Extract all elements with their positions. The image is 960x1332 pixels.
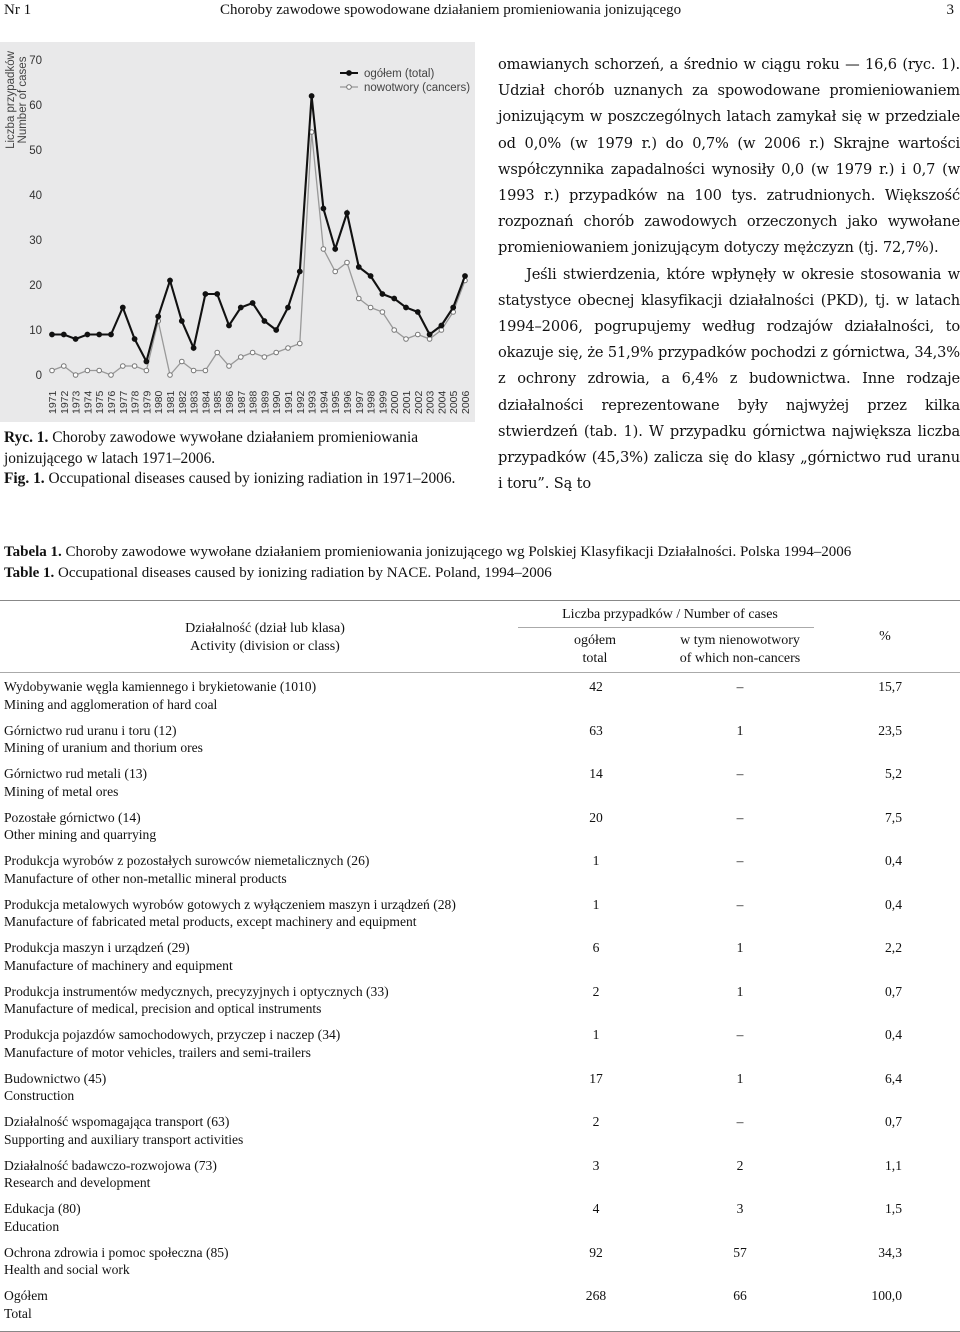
total-cell: 14 (589, 766, 603, 781)
x-tick-label: 2003 (424, 390, 437, 414)
total-cell: 1 (592, 853, 600, 868)
activity-cell (4, 722, 524, 757)
table-row (0, 1026, 960, 1066)
x-tick-label: 1997 (353, 390, 366, 414)
point-total (61, 332, 66, 337)
running-title: Choroby zawodowe spowodowane działaniem promieniowania jonizującego (220, 2, 682, 18)
activity-cell (4, 678, 524, 713)
y-tick-label: 60 (29, 100, 42, 112)
noncancer-cell: 57 (733, 1244, 747, 1260)
point-total (156, 314, 161, 319)
y-axis-label-pl: Liczba przypadków (5, 51, 17, 149)
point-total (451, 305, 456, 310)
point-total (238, 305, 243, 310)
table-row (0, 765, 960, 805)
point-cancers (62, 364, 67, 369)
legend-marker (347, 85, 352, 90)
noncancer-cell: – (736, 853, 744, 868)
point-cancers (50, 368, 55, 373)
point-total (85, 332, 90, 337)
issue-number: Nr 1 (4, 2, 32, 18)
total-cell: 17 (589, 1070, 603, 1086)
header-subrule (518, 627, 814, 628)
point-total (109, 332, 114, 337)
point-cancers (404, 337, 409, 342)
point-cancers (85, 368, 90, 373)
chart-background (0, 42, 475, 422)
x-tick-label: 2004 (436, 390, 449, 414)
figure-caption (4, 428, 474, 490)
table-row (0, 1157, 960, 1197)
header-activity-pl: Działalność (dział lub klasa) (185, 621, 345, 636)
point-cancers (321, 247, 326, 252)
total-cell: 1 (592, 1027, 600, 1042)
point-cancers (380, 310, 385, 315)
table-row (0, 1244, 960, 1284)
activity-en: Supporting and auxiliary transport activities (4, 1131, 244, 1147)
activity-pl: Wydobywanie węgla kamiennego i brykietowanie (1010) (4, 679, 317, 694)
point-cancers (144, 368, 149, 373)
point-total (333, 247, 338, 252)
table-row (0, 1200, 960, 1240)
x-axis-ticks (47, 390, 472, 414)
x-tick-label: 2001 (401, 390, 413, 414)
activity-pl: Działalność wspomagająca transport (63) (4, 1114, 230, 1129)
activity-pl: Działalność badawczo-rozwojowa (73) (4, 1157, 217, 1173)
activity-cell (4, 983, 524, 1018)
percent-cell: 0,4 (885, 853, 902, 868)
header-activity-en: Activity (division or class) (190, 639, 340, 654)
x-tick-label: 1991 (283, 390, 295, 414)
header-percent: % (879, 629, 891, 644)
point-total (321, 206, 326, 211)
y-axis-label-en: Number of cases (17, 56, 29, 144)
header-total (545, 632, 645, 668)
table-row (0, 678, 960, 718)
x-tick-label: 1993 (306, 390, 319, 414)
x-tick-label: 1994 (318, 390, 331, 414)
x-tick-label: 1982 (176, 390, 189, 414)
activity-cell (4, 1157, 524, 1192)
point-total (380, 292, 385, 297)
x-tick-label: 1981 (165, 390, 177, 414)
activity-cell (4, 809, 524, 844)
x-tick-label: 1999 (377, 390, 390, 414)
point-total (215, 292, 220, 297)
point-cancers (97, 368, 102, 373)
point-cancers (286, 346, 291, 351)
activity-en: Manufacture of machinery and equipment (4, 957, 233, 973)
point-cancers (262, 355, 267, 360)
total-cell: 1 (592, 896, 600, 912)
table-row (0, 809, 960, 849)
point-cancers (227, 364, 232, 369)
header-activity (150, 620, 380, 656)
header-noncancer-en: of which non-cancers (679, 651, 801, 666)
point-total (179, 319, 184, 324)
x-tick-label: 1979 (141, 390, 154, 414)
activity-en: Manufacture of fabricated metal products, except machinery and equipment (4, 914, 417, 929)
point-total (345, 211, 350, 216)
point-cancers (239, 355, 244, 360)
point-total (463, 274, 468, 279)
percent-cell: 0,7 (885, 1114, 902, 1129)
header-total-en: total (582, 651, 608, 666)
total-cell: 268 (585, 1288, 607, 1303)
figure-label-en: Fig. 1. (4, 470, 45, 487)
activity-en: Manufacture of other non-metallic mineral products (4, 870, 287, 886)
body-text (498, 52, 960, 497)
total-cell: 2 (592, 983, 600, 999)
point-total (297, 269, 302, 274)
noncancer-cell: 1 (736, 722, 744, 738)
noncancer-cell: 3 (736, 1201, 744, 1216)
point-cancers (333, 269, 338, 274)
point-cancers (203, 368, 208, 373)
x-tick-label: 1977 (117, 390, 130, 414)
table-row (0, 1070, 960, 1110)
point-total (262, 319, 267, 324)
activity-cell (4, 1244, 524, 1279)
y-tick-label: 10 (29, 325, 42, 337)
noncancer-cell: 1 (736, 1070, 744, 1086)
x-tick-label: 1992 (294, 390, 307, 414)
percent-cell: 5,2 (885, 766, 902, 781)
point-total (97, 332, 102, 337)
x-tick-label: 2006 (460, 390, 472, 414)
x-tick-label: 1975 (94, 390, 107, 414)
point-total (427, 332, 432, 337)
x-tick-label: 1984 (200, 390, 213, 414)
point-total (309, 94, 314, 99)
point-total (227, 323, 232, 328)
noncancer-cell: 2 (736, 1157, 744, 1173)
point-total (439, 323, 444, 328)
x-tick-label: 1988 (247, 390, 260, 414)
activity-pl: Budownictwo (45) (4, 1070, 107, 1086)
table-row (0, 1113, 960, 1153)
y-tick-label: 70 (29, 55, 42, 67)
legend-marker (347, 71, 352, 76)
activity-pl: Produkcja pojazdów samochodowych, przyczep i naczep (34) (4, 1027, 341, 1042)
noncancer-cell: – (736, 809, 744, 825)
figure-text-pl: Choroby zawodowe wywołane działaniem promieniowania jonizującego w latach 1971–2006. (4, 429, 419, 467)
point-cancers (191, 368, 196, 373)
activity-en: Construction (4, 1088, 75, 1103)
point-cancers (392, 328, 397, 333)
activity-cell (4, 852, 524, 887)
x-tick-label: 1995 (330, 390, 343, 414)
noncancer-cell: – (736, 766, 744, 781)
point-total (274, 328, 279, 333)
activity-pl: Pozostałe górnictwo (14) (4, 809, 141, 825)
activity-cell (4, 896, 524, 931)
point-cancers (168, 373, 173, 378)
activity-pl: Ogółem (4, 1288, 48, 1303)
table-row (0, 896, 960, 936)
activity-en: Total (4, 1305, 32, 1321)
x-tick-label: 2000 (389, 390, 402, 414)
paragraph: omawianych schorzeń, a średnio w ciągu roku — 16,6 (ryc. 1). Udział chorób uznanych za spowodowane promieniowaniem jonizującym w poszczególnych latach zamykał się w przedziale od 0,0% (w 1979 r.) do 0,7% (w 2006 r.) Skrajne wartości współczynnika zapadalności wynosiły 0,0 (w 1979 r.) i 0,7 (w 1993 r.) przypadków na 100 tys. zatrudnionych. Większość rozpoznań chorób zawodowych orzeczonych jako wywołane promieniowaniem jonizującym dotyczy mężczyzn (tj. 72,7%). (498, 56, 960, 257)
x-tick-label: 1978 (129, 390, 142, 414)
activity-en: Manufacture of medical, precision and optical instruments (4, 1001, 322, 1016)
table-row (0, 1287, 960, 1327)
percent-cell: 34,3 (878, 1244, 902, 1260)
paragraph: Jeśli stwierdzenia, które wpłynęły w okresie stosowania w statystyce obecnej klasyfikacji działalności (PKD), tj. w latach 1994–2006, pogrupujemy według rodzajów działalności, to okazuje się, że 51,9% przypadków pochodzi z górnictwa, 34,3% z ochrony zdrowia, a 6,4% z budownictwa. Inne rodzaje działalności reprezentowane były najwyżej przez kilka stwierdzeń (tab. 1). W przypadku górnictwa największa liczba przypadków (45,3%) zalicza się do klasy „górnictwo rud uranu i toru”. Są to (498, 265, 960, 493)
point-total (392, 296, 397, 301)
x-tick-label: 1987 (235, 390, 248, 414)
activity-pl: Ochrona zdrowia i pomoc społeczna (85) (4, 1244, 229, 1260)
point-cancers (73, 373, 78, 378)
figure-label-pl: Ryc. 1. (4, 429, 49, 446)
percent-cell: 1,5 (885, 1201, 902, 1216)
point-total (191, 346, 196, 351)
activity-cell (4, 1113, 524, 1148)
total-cell: 42 (589, 679, 603, 694)
total-cell: 6 (592, 940, 600, 955)
legend-label: ogółem (total) (364, 68, 435, 80)
percent-cell: 7,5 (885, 809, 902, 825)
x-tick-label: 1989 (259, 390, 272, 414)
percent-cell: 2,2 (885, 940, 902, 955)
activity-pl: Górnictwo rud metali (13) (4, 766, 148, 781)
y-tick-label: 0 (35, 370, 42, 382)
page-number: 3 (946, 2, 954, 18)
percent-cell: 0,4 (885, 896, 902, 912)
point-total (73, 337, 78, 342)
point-cancers (357, 296, 362, 301)
y-tick-label: 50 (29, 145, 42, 157)
x-tick-label: 1985 (212, 390, 225, 414)
activity-cell (4, 1026, 524, 1061)
table-title-en: Occupational diseases caused by ionizing radiation by NACE. Poland, 1994–2006 (58, 565, 552, 581)
activity-pl: Produkcja instrumentów medycznych, precyzyjnych i optycznych (33) (4, 983, 389, 999)
activity-en: Research and development (4, 1175, 151, 1190)
activity-en: Mining of uranium and thorium ores (4, 740, 203, 755)
table-row (0, 939, 960, 979)
noncancer-cell: 1 (736, 940, 744, 955)
activity-cell (4, 765, 524, 800)
total-cell: 3 (592, 1157, 600, 1173)
point-total (286, 305, 291, 310)
point-total (50, 332, 55, 337)
point-cancers (416, 332, 421, 337)
activity-pl: Produkcja maszyn i urządzeń (29) (4, 940, 190, 955)
table-row (0, 983, 960, 1023)
activity-en: Health and social work (4, 1262, 130, 1277)
y-tick-label: 30 (29, 235, 42, 247)
point-total (250, 301, 255, 306)
table-row (0, 722, 960, 762)
point-total (168, 278, 173, 283)
total-cell: 4 (592, 1201, 600, 1216)
header-cases: Liczba przypadków / Number of cases (562, 607, 778, 622)
percent-cell: 1,1 (885, 1157, 902, 1173)
activity-pl: Edukacja (80) (4, 1201, 81, 1216)
header-bottom-rule (0, 672, 960, 673)
x-tick-label: 1990 (271, 390, 284, 414)
activity-en: Other mining and quarrying (4, 827, 157, 842)
x-tick-label: 1974 (82, 390, 95, 414)
x-tick-label: 1971 (47, 390, 59, 414)
percent-cell: 100,0 (871, 1288, 902, 1303)
point-cancers (215, 350, 220, 355)
x-tick-label: 2005 (448, 390, 461, 414)
percent-cell: 6,4 (885, 1070, 902, 1086)
point-cancers (274, 350, 279, 355)
noncancer-cell: 1 (736, 983, 744, 999)
x-tick-label: 1998 (365, 390, 378, 414)
activity-pl: Górnictwo rud uranu i toru (12) (4, 722, 177, 738)
y-axis-title (5, 50, 29, 148)
activity-cell (4, 1287, 524, 1322)
noncancer-cell: 66 (733, 1288, 747, 1303)
table-caption (4, 542, 960, 584)
point-cancers (298, 341, 303, 346)
percent-cell: 23,5 (878, 722, 902, 738)
point-cancers (121, 364, 126, 369)
activity-pl: Produkcja wyrobów z pozostałych surowców niemetalicznych (26) (4, 853, 370, 868)
table-top-rule (0, 600, 960, 601)
total-cell: 63 (589, 722, 603, 738)
figure-text-en: Occupational diseases caused by ionizing radiation in 1971–2006. (48, 470, 456, 487)
table-bottom-rule (0, 1331, 960, 1332)
point-total (415, 310, 420, 315)
noncancer-cell: – (736, 1114, 744, 1129)
percent-cell: 15,7 (878, 679, 902, 694)
activity-en: Mining and agglomeration of hard coal (4, 696, 218, 712)
activity-en: Education (4, 1218, 60, 1234)
activity-cell (4, 1070, 524, 1105)
percent-cell: 0,7 (885, 983, 902, 999)
x-tick-label: 1973 (70, 390, 83, 414)
point-cancers (345, 260, 350, 265)
total-cell: 92 (589, 1244, 603, 1260)
point-total (203, 292, 208, 297)
x-tick-label: 1980 (153, 390, 166, 414)
y-tick-label: 20 (29, 280, 42, 292)
running-header (0, 0, 960, 22)
line-chart (0, 42, 475, 422)
point-total (368, 274, 373, 279)
activity-cell (4, 1200, 524, 1235)
header-noncancer-pl: w tym nienowotwory (680, 633, 800, 648)
x-tick-label: 1986 (224, 390, 236, 414)
x-tick-label: 1983 (188, 390, 201, 414)
x-tick-label: 1976 (106, 390, 118, 414)
noncancer-cell: – (736, 896, 744, 912)
y-tick-label: 40 (29, 190, 42, 202)
total-cell: 20 (589, 809, 603, 825)
legend-label: nowotwory (cancers) (364, 82, 471, 94)
header-noncancer (660, 632, 820, 668)
noncancer-cell: – (736, 679, 744, 694)
table-title-pl: Choroby zawodowe wywołane działaniem promieniowania jonizującego wg Polskiej Klasyfikacji Działalności. Polska 1994–2006 (65, 544, 852, 560)
total-cell: 2 (592, 1114, 600, 1129)
table-label-en: Table 1. (4, 565, 55, 581)
point-cancers (180, 359, 185, 364)
point-cancers (368, 305, 373, 310)
noncancer-cell: – (736, 1027, 744, 1042)
table-label-pl: Tabela 1. (4, 544, 62, 560)
activity-pl: Produkcja metalowych wyrobów gotowych z wyłączeniem maszyn i urządzeń (28) (4, 896, 456, 912)
point-total (120, 305, 125, 310)
point-cancers (109, 373, 114, 378)
percent-cell: 0,4 (885, 1027, 902, 1042)
x-tick-label: 1996 (342, 390, 354, 414)
x-tick-label: 2002 (412, 390, 425, 414)
activity-en: Manufacture of motor vehicles, trailers and semi-trailers (4, 1044, 311, 1060)
point-total (144, 359, 149, 364)
table-row (0, 852, 960, 892)
activity-cell (4, 939, 524, 974)
header-total-pl: ogółem (574, 633, 616, 648)
activity-en: Mining of metal ores (4, 783, 119, 799)
point-cancers (250, 350, 255, 355)
point-cancers (132, 364, 137, 369)
point-total (132, 337, 137, 342)
x-tick-label: 1972 (58, 390, 71, 414)
point-total (404, 305, 409, 310)
point-total (356, 265, 361, 270)
